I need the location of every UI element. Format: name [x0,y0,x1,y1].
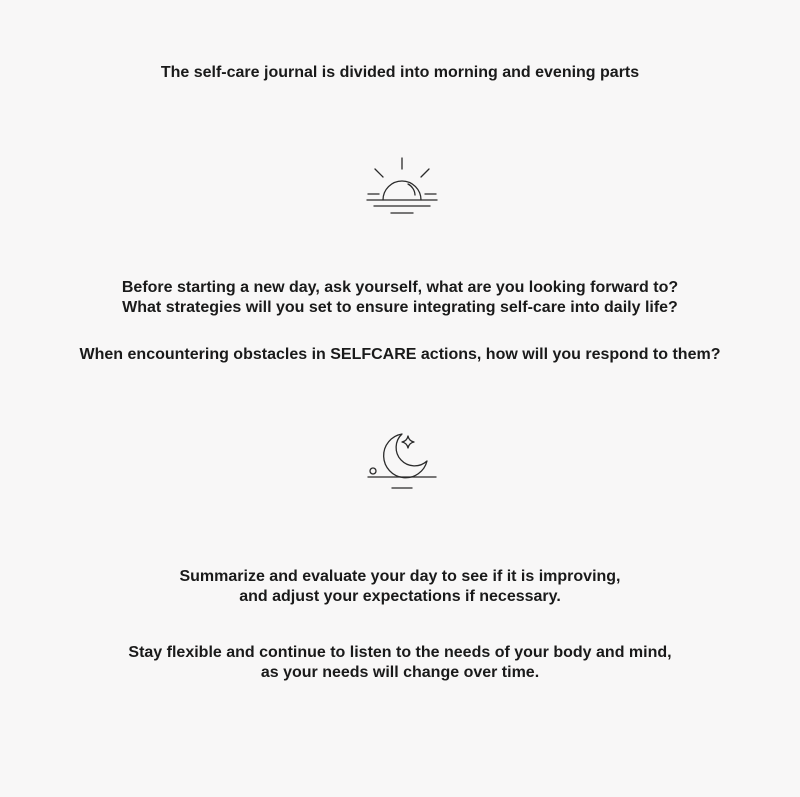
morning-question-1: Before starting a new day, ask yourself, what are you looking forward to? [121,279,679,296]
evening-prompt-1: Summarize and evaluate your day to see if it is improving, [179,568,621,585]
evening-prompt-3: Stay flexible and continue to listen to the needs of your body and mind, [128,644,672,661]
sunrise-icon [362,153,442,219]
page-title: The self-care journal is divided into morning and evening parts [160,64,640,81]
morning-question-2: What strategies will you set to ensure integrating self-care into daily life? [122,299,678,316]
evening-prompt-2: and adjust your expectations if necessary. [239,588,561,605]
morning-question-3: When encountering obstacles in SELFCARE actions, how will you respond to them? [79,346,721,363]
moon-icon [362,428,442,494]
evening-prompt-4: as your needs will change over time. [260,664,540,681]
